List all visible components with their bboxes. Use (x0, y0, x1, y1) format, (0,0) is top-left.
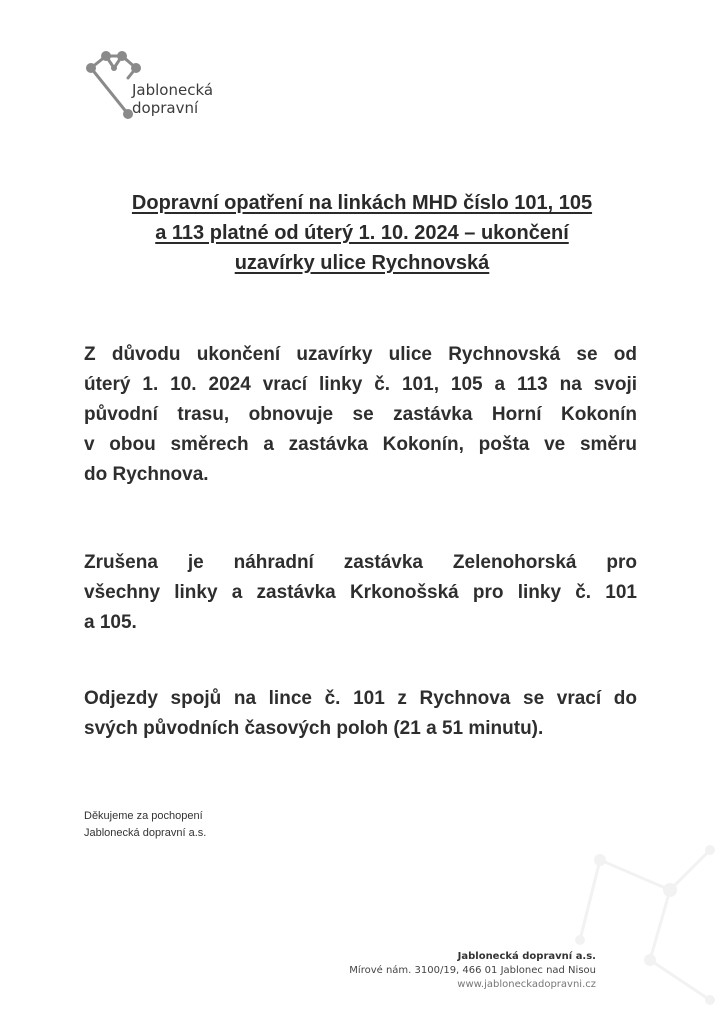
paragraph-line: Zrušena je náhradní zastávka Zelenohorská pro (84, 552, 637, 573)
paragraph-line: do Rychnova. (84, 464, 209, 485)
thanks-note (84, 808, 206, 842)
paragraph-line: a 105. (84, 612, 137, 633)
footer-company: Jablonecká dopravní a.s. (457, 951, 596, 962)
company-logo (84, 48, 264, 128)
paragraph-cancelled-stops (84, 548, 637, 638)
title-line: Dopravní opatření na linkách MHD číslo 101, 105 (131, 192, 593, 214)
paragraph-line: v obou směrech a zastávka Kokonín, pošta ve směru (84, 434, 637, 455)
footer-contact (349, 950, 596, 992)
page-title (70, 188, 654, 278)
footer-website: www.jabloneckadopravni.cz (457, 979, 596, 990)
paragraph-departures (84, 684, 637, 744)
footer-address: Mírové nám. 3100/19, 466 01 Jablonec nad Nisou (349, 965, 596, 976)
thanks-line: Děkujeme za pochopení (84, 810, 203, 822)
signature-line: Jablonecká dopravní a.s. (84, 827, 207, 839)
paragraph-route-restoration (84, 340, 637, 490)
paragraph-line: původní trasu, obnovuje se zastávka Horní Kokonín (84, 404, 637, 425)
logo-name: Jablonecká (132, 81, 214, 99)
title-line: a 113 platné od úterý 1. 10. 2024 – ukončení (155, 222, 569, 244)
paragraph-line: všechny linky a zastávka Krkonošská pro linky č. 101 (84, 582, 637, 603)
title-line: uzavírky ulice Rychnovská (234, 252, 490, 274)
paragraph-line: svých původních časových poloh (21 a 51 minutu). (84, 718, 544, 739)
paragraph-line: úterý 1. 10. 2024 vrací linky č. 101, 105 a 113 na svoji (84, 374, 637, 395)
paragraph-line: Z důvodu ukončení uzavírky ulice Rychnovská se od (84, 344, 637, 365)
logo-subtitle: dopravní (132, 99, 199, 117)
paragraph-line: Odjezdy spojů na lince č. 101 z Rychnova se vrací do (84, 688, 637, 709)
